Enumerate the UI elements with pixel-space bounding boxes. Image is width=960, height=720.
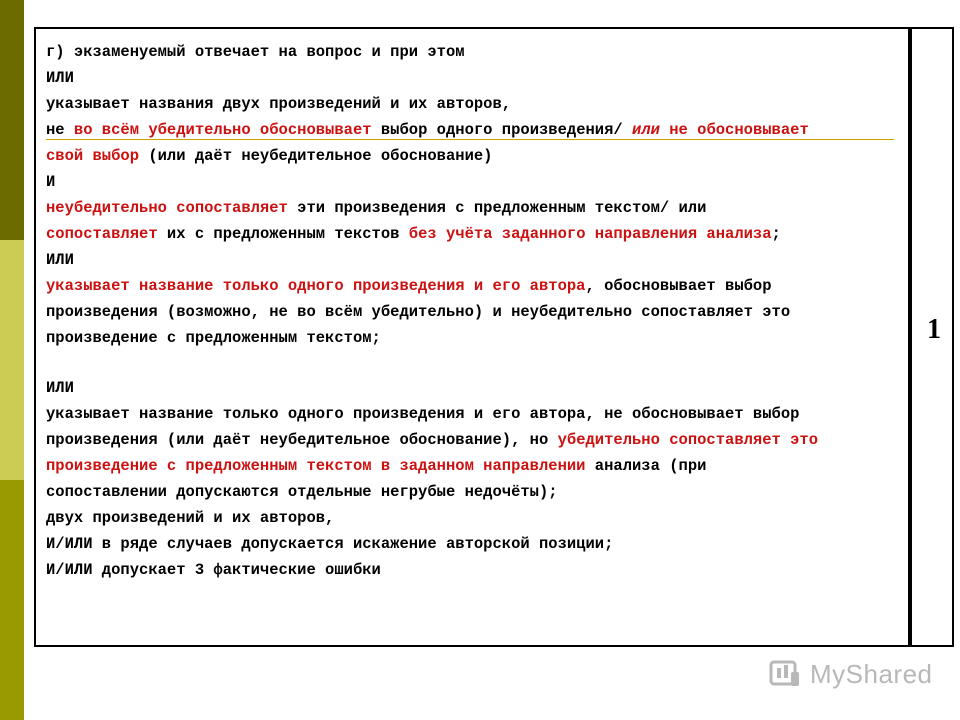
watermark-text: MyShared [810,658,933,689]
criteria-table [34,27,954,647]
or-label: ИЛИ [46,251,74,269]
criteria-line-alt-2: произведения (или даёт неубедительное обоснование), но убедительно сопоставляет это [46,431,819,449]
sidebar-segment-dark [0,0,24,240]
and-label: И [46,173,56,191]
criteria-line: указывает названия двух произведений и их авторов, [46,95,512,113]
watermark [768,658,933,690]
criteria-line-single-work: указывает название только одного произведения и его автора, обосновывает выбор [46,277,772,295]
score-value: 1 [927,314,941,345]
criteria-line-justification-2: свой выбор (или даёт неубедительное обоснование) [46,147,493,165]
column-divider [908,29,912,645]
criteria-line-alt-4: сопоставлении допускаются отдельные негрубые недочёты); [46,483,558,501]
criteria-text [46,39,901,583]
sidebar-segment-mid [0,480,24,720]
criteria-line: И/ИЛИ допускает 3 фактические ошибки [46,561,381,579]
criteria-line-comparison-2: сопоставляет их с предложенным текстов без учёта заданного направления анализа; [46,225,781,243]
criteria-line-justification: не во всём убедительно обосновывает выбор одного произведения/ или не обосновывает [46,117,901,143]
criteria-line-single-work-3: произведение с предложенным текстом; [46,329,381,347]
sidebar-segment-light [0,240,24,480]
criteria-intro: г) экзаменуемый отвечает на вопрос и при этом [46,43,465,61]
criteria-line-single-work-2: произведения (возможно, не во всём убедительно) и неубедительно сопоставляет это [46,303,791,321]
watermark-logo-icon [768,658,802,690]
criteria-line-comparison: неубедительно сопоставляет эти произведения с предложенным текстом/ или [46,199,707,217]
or-label: ИЛИ [46,69,74,87]
criteria-line: И/ИЛИ в ряде случаев допускается искажение авторской позиции; [46,535,614,553]
criteria-line-alt-3: произведение с предложенным текстом в заданном направлении анализа (при [46,457,707,475]
highlight-underline [46,139,894,140]
criteria-line: двух произведений и их авторов, [46,509,335,527]
sidebar-stripe [0,0,24,720]
or-label: ИЛИ [46,379,74,397]
criteria-line-alt: указывает название только одного произведения и его автора, не обосновывает выбор [46,405,800,423]
